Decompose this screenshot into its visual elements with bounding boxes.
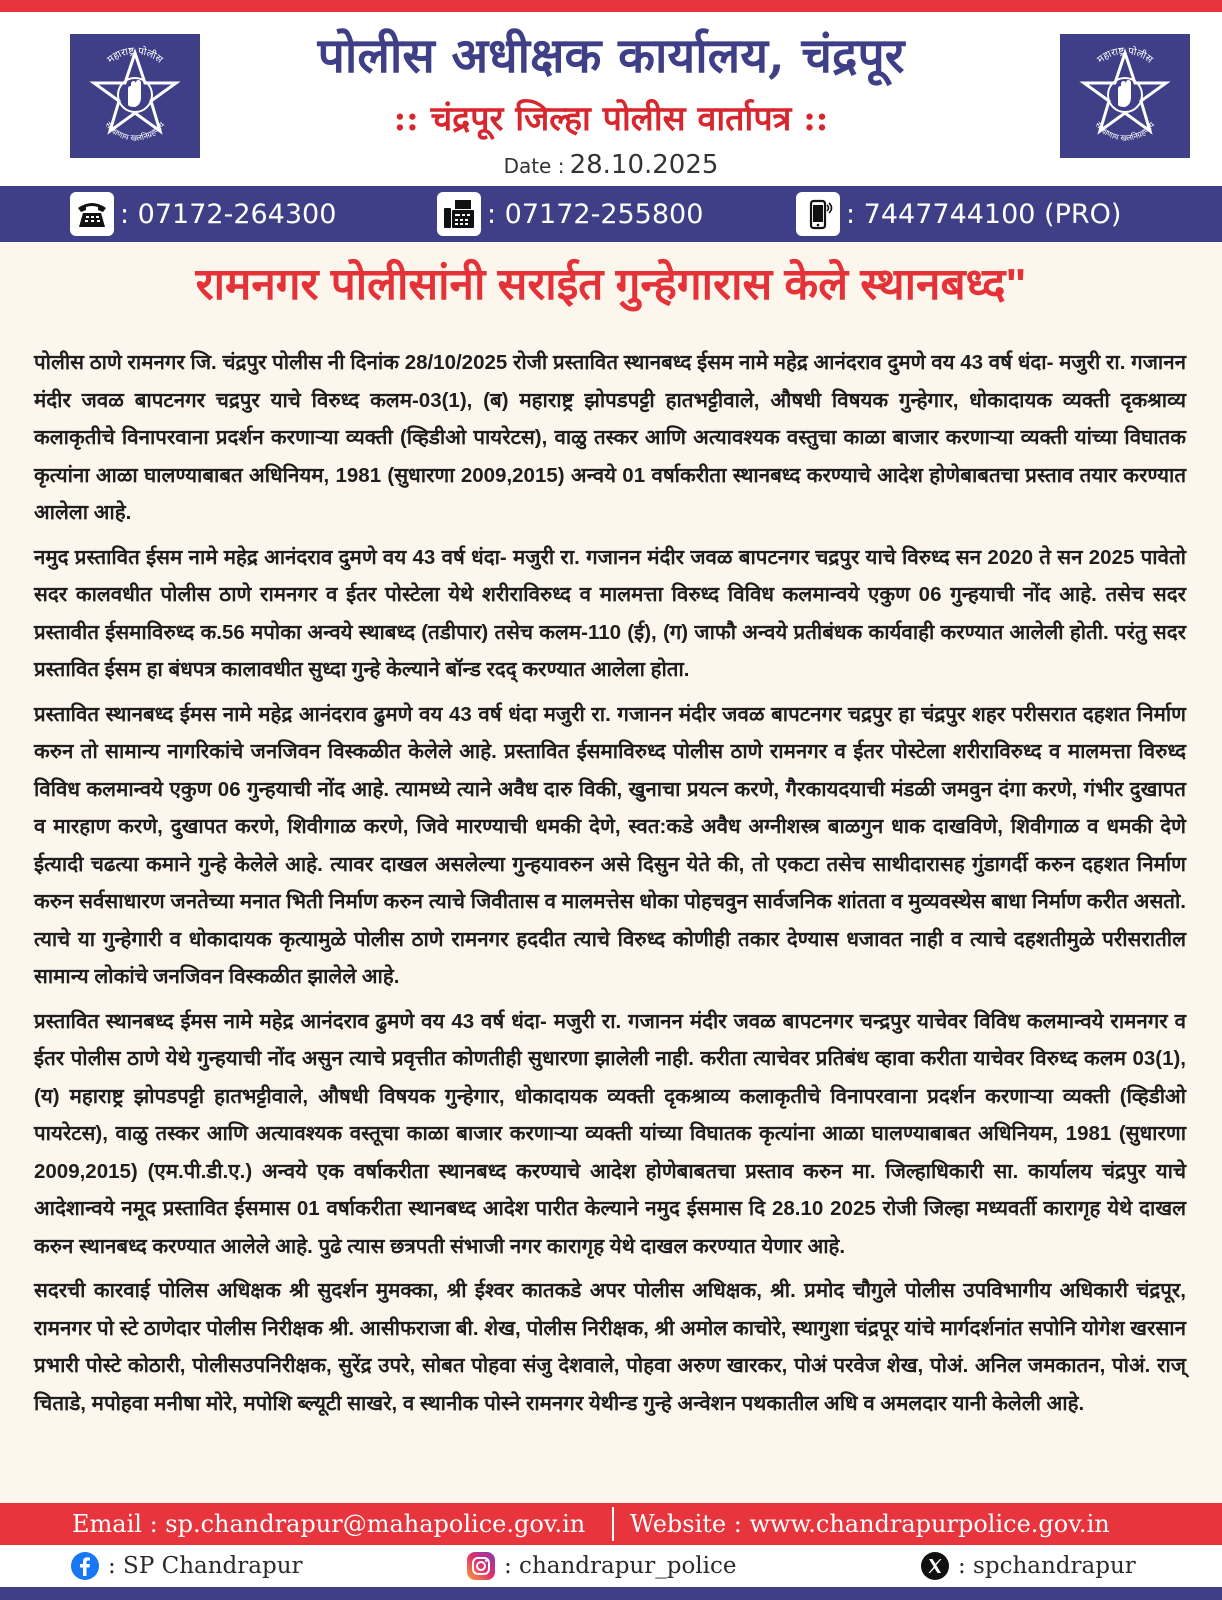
mobile-phone-icon bbox=[796, 192, 840, 236]
svg-text:महाराष्ट्र पोलीस: महाराष्ट्र पोलीस bbox=[105, 45, 165, 66]
police-emblem-right bbox=[1060, 34, 1190, 158]
bulletin-title: :: चंद्रपूर जिल्हा पोलीस वार्तापत्र :: bbox=[393, 99, 829, 139]
fax-number: : 07172-255800 bbox=[487, 198, 704, 230]
date-label: Date : bbox=[503, 154, 565, 178]
article-body bbox=[34, 344, 1186, 1429]
fax-icon bbox=[437, 192, 481, 236]
x-logo-icon bbox=[920, 1551, 950, 1581]
x-handle: : spchandrapur bbox=[958, 1553, 1136, 1579]
svg-text:सद्रक्षणाय खलनिग्रहणाय: सद्रक्षणाय खलनिग्रहणाय bbox=[1093, 120, 1157, 143]
date-value: 28.10.2025 bbox=[569, 150, 719, 180]
article-paragraph: प्रस्तावित स्थानबध्द ईमस नामे महेद्र आनंदराव ढुमणे वय 43 वर्ष धंदा- मजुरी रा. गजानन मंदीर जवळ बापटनगर चन्द्रपुर याचेवर विविध कलमान्वये रामनगर व ईतर पोलीस ठाणे येथे गुन्हयाची नोंद असुन त्याचे प्रवृत्तीत कोणतीही सुधारणा झालेली नाही. करीता त्याचेवर प्रतिबंध व्हावा करीता याचेवर विरुध्द कलम 03(1), (य) महाराष्ट्र झोपडपट्टी हातभट्टीवाले, औषधी विषयक गुन्हेगार, धोकादायक व्यक्ती दृकश्राव्य कलाकृतीचे विनापरवाना प्रदर्शन करणाऱ्या व्यक्ती (व्हिडीओ पायरेटस), वाळु तस्कर आणि अत्यावश्यक वस्तूचा काळा बाजार करणाऱ्या व्यक्ती यांच्या विघातक कृत्यांना आळा घालण्याबाबत अधिनियम, 1981 (सुधारणा 2009,2015) (एम.पी.डी.ए.) अन्वये एक वर्षाकरीता स्थानबध्द करण्याचे आदेश होणेबाबतचा प्रस्ताव करुन मा. जिल्हाधिकारी सा. कार्यालय चंद्रपुर याचे आदेशान्वये नमूद प्रस्तावित ईसमास 01 वर्षाकरीता स्थानबध्द आदेश पारीत केल्याने नमुद ईसमास दि 28.10 2025 रोजी जिल्हा मध्यवर्ती कारागृह येथे दाखल करुन स्थानबध्द करण्यात आलेले आहे. पुढे त्यास छत्रपती संभाजी नगर कारागृह येथे दाखल करण्यात येणार आहे. bbox=[34, 1009, 1186, 1258]
social-links bbox=[0, 1545, 1222, 1587]
office-title: पोलीस अधीक्षक कार्यालय, चंद्रपूर bbox=[317, 28, 905, 84]
mobile-contact[interactable] bbox=[796, 192, 1121, 236]
police-emblem-icon bbox=[76, 39, 194, 153]
contact-bar bbox=[0, 186, 1222, 242]
svg-text:महाराष्ट्र पोलीस: महाराष्ट्र पोलीस bbox=[1095, 45, 1155, 66]
police-emblem-icon bbox=[1066, 39, 1184, 153]
footer-contact-strip bbox=[0, 1503, 1222, 1545]
instagram-link[interactable] bbox=[466, 1550, 737, 1582]
police-emblem-left bbox=[70, 34, 200, 158]
top-red-strip bbox=[0, 0, 1222, 12]
telephone-icon bbox=[70, 192, 114, 236]
letterhead bbox=[0, 12, 1222, 186]
mobile-number: : 7447744100 (PRO) bbox=[846, 198, 1122, 230]
article-paragraph: प्रस्तावित स्थानबध्द ईमस नामे महेद्र आनंदराव ढुमणे वय 43 वर्ष धंदा मजुरी रा. गजानन मंदीर जवळ बापटनगर चद्रपुर हा चंद्रपुर शहर परीसरात दहशत निर्माण करुन तो सामान्य नागरिकांचे जनजिवन विस्कळीत केलेले आहे. प्रस्तावित ईसमाविरुध्द पोलीस ठाणे रामनगर व ईतर पोस्टेला शरीराविरुध्द व मालमत्ता विरुध्द विविध कलमान्वये एकुण 06 गुन्हयाची नोंद आहे. त्यामध्ये त्याने अवैध दारु विकी, खुनाचा प्रयत्न करणे, गैरकायदयाची मंडळी जमवुन दंगा करणे, गंभीर दुखापत व मारहाण करणे, दुखापत करणे, शिवीगाळ करणे, जिवे मारण्याची धमकी देणे, स्वत:कडे अवैध अग्नीशस्त्र बाळगुन धाक दाखविणे, शिवीगाळ व धमकी देणे ईत्यादी चढत्या कमाने गुन्हे केलेले आहे. त्यावर दाखल असलेल्या गुन्हयावरुन असे दिसुन येते की, तो एकटा तसेच साथीदारासह गुंडागर्दी करुन दहशत निर्माण करुन सर्वसाधारण जनतेच्या मनात भिती निर्माण करुन त्याचे जिवीतास व मालमत्तेस धोका पोहचवुन सार्वजनिक शांतता व मुव्यवस्थेस बाधा निर्माण करीत असतो. त्याचे या गुन्हेगारी व धोकादायक कृत्यामुळे पोलीस ठाणे रामनगर हददीत त्याचे विरुध्द कोणीही तकार देण्यास धजावत नाही व त्याचे दहशतीमुळे परीसरातील सामान्य लोकांचे जनजिवन विस्कळीत झालेले आहे. bbox=[34, 702, 1186, 988]
facebook-link[interactable] bbox=[70, 1550, 303, 1582]
bottom-navy-strip bbox=[0, 1587, 1222, 1600]
x-link[interactable] bbox=[920, 1550, 1136, 1582]
facebook-icon bbox=[70, 1551, 100, 1581]
phone-number: : 07172-264300 bbox=[120, 198, 337, 230]
date-line bbox=[220, 148, 1002, 185]
instagram-handle: : chandrapur_police bbox=[504, 1553, 737, 1579]
instagram-icon bbox=[466, 1551, 496, 1581]
footer-divider bbox=[612, 1507, 614, 1541]
website-link[interactable]: Website : www.chandrapurpolice.gov.in bbox=[630, 1510, 1110, 1538]
article-paragraph: पोलीस ठाणे रामनगर जि. चंद्रपुर पोलीस नी दिनांक 28/10/2025 रोजी प्रस्तावित स्थानबध्द ईसम नामे महेद्र आनंदराव दुमणे वय 43 वर्ष धंदा- मजुरी रा. गजानन मंदीर जवळ बापटनगर चद्रपुर याचे विरुध्द कलम-03(1), (ब) महाराष्ट्र झोपडपट्टी हातभट्टीवाले, औषधी विषयक गुन्हेगार, धोकादायक व्यक्ती दृकश्राव्य कलाकृतीचे विनापरवाना प्रदर्शन करणाऱ्या व्यक्ती (व्हिडीओ पायरेटस), वाळु तस्कर आणि अत्यावश्यक वस्तुचा काळा बाजार करणाऱ्या व्यक्ती यांच्या विघातक कृत्यांना आळा घालण्याबाबत अधिनियम, 1981 (सुधारणा 2009,2015) अन्वये 01 वर्षाकरीता स्थानबध्द करण्याचे आदेश होणेबाबतचा प्रस्ताव तयार करण्यात आलेला आहे. bbox=[34, 351, 1186, 524]
news-headline: रामनगर पोलीसांनी सराईत गुन्हेगारास केले स्थानबध्द" bbox=[195, 260, 1027, 309]
article-paragraph: नमुद प्रस्तावित ईसम नामे महेद्र आनंदराव दुमणे वय 43 वर्ष धंदा- मजुरी रा. गजानन मंदीर जवळ बापटनगर चद्रपुर याचे विरुध्द सन 2020 ते सन 2025 पावेतो सदर कालवधीत पोलीस ठाणे रामनगर व ईतर पोस्टेला येथे शरीराविरुध्द व मालमत्ता विरुध्द विविध कलमान्वये एकुण 06 गुन्हयाची नोंद आहे. तसेच सदर प्रस्तावीत ईसमाविरुध्द क.56 मपोका अन्वये स्थाबध्द (तडीपार) तसेच कलम-110 (ई), (ग) जाफौ अन्वये प्रतीबंधक कार्यवाही करण्यात आलेली होती. परंतु सदर प्रस्तावित ईसम हा बंधपत्र कालावधीत सुध्दा गुन्हे केल्याने बॉन्ड रदद् करण्यात आलेला होता. bbox=[34, 545, 1186, 681]
svg-text:सद्रक्षणाय खलनिग्रहणाय: सद्रक्षणाय खलनिग्रहणाय bbox=[103, 120, 167, 143]
email-link[interactable]: Email : sp.chandrapur@mahapolice.gov.in bbox=[72, 1510, 586, 1538]
phone-contact[interactable] bbox=[70, 192, 336, 236]
fax-contact[interactable] bbox=[437, 192, 703, 236]
facebook-handle: : SP Chandrapur bbox=[108, 1553, 303, 1579]
article-paragraph: सदरची कारवाई पोलिस अधिक्षक श्री सुदर्शन मुमक्का, श्री ईश्वर कातकडे अपर पोलीस अधिक्षक, श्री. प्रमोद चौगुले पोलीस उपविभागीय अधिकारी चंद्रपूर, रामनगर पो स्टे ठाणेदार पोलीस निरीक्षक श्री. आसीफराजा बी. शेख, पोलीस निरीक्षक, श्री अमोल काचोरे, स्थागुशा चंद्रपूर यांचे मार्गदर्शनांत सपोनि योगेश खरसान प्रभारी पोस्टे कोठारी, पोलीसउपनिरीक्षक, सुरेंद्र उपरे, सोबत पोहवा संजु देशवाले, पोहवा अरुण खारकर, पोअं परवेज शेख, पोअं. अनिल जमकातन, पोअं. राज् चिताडे, मपोहवा मनीषा मोरे, मपोशि ब्ल्यूटी साखरे, व स्थानीक पोस्ने रामनगर येथीन्ड गुन्हे अन्वेशन पथकातील अधि व अमलदार यानी केलेली आहे. bbox=[34, 1279, 1186, 1415]
